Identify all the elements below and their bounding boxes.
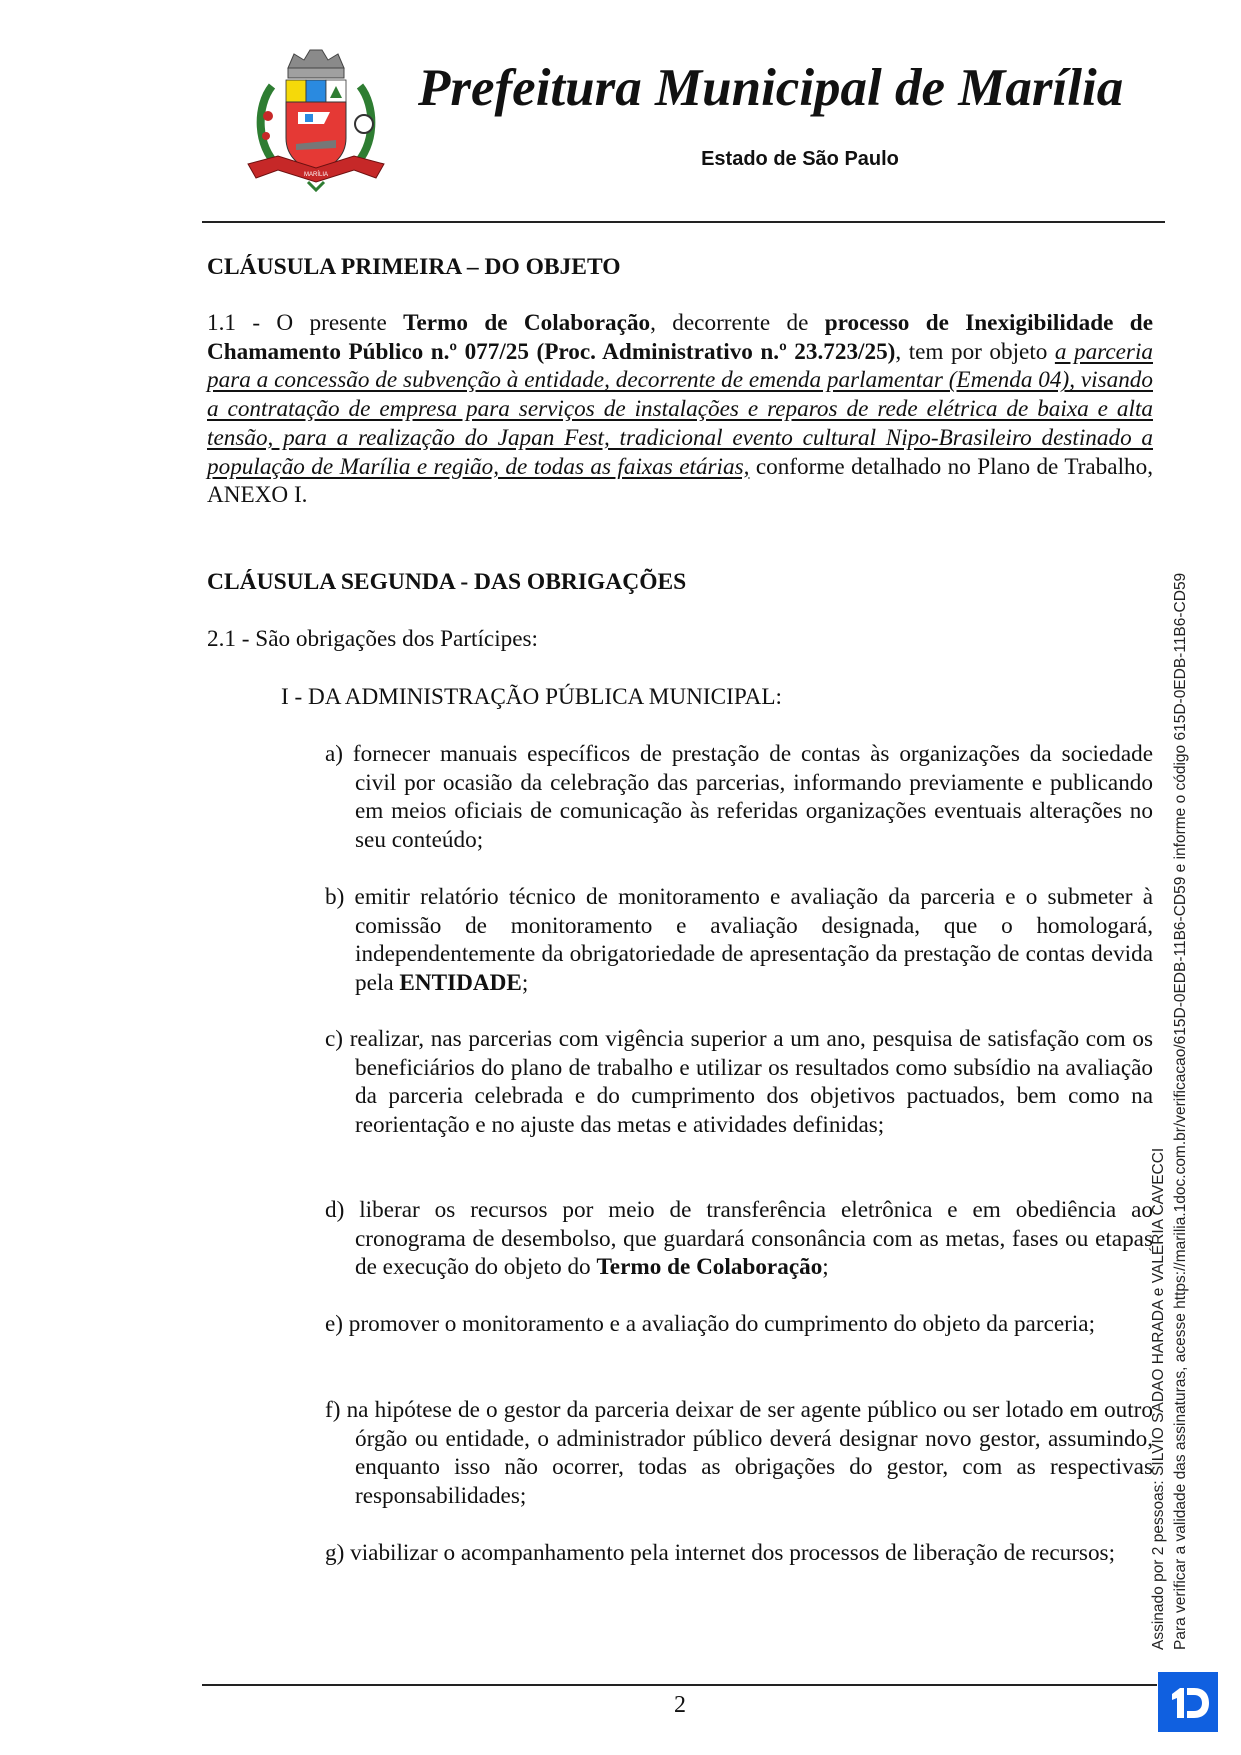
signature-verification: Para verificar a validade das assinaturas, acesse https://marilia.1doc.com.br/verificacao/615D-0EDB-11B6-CD59 e informe o código 615D-0EDB-11B6-CD59 (1172, 572, 1189, 1650)
clause1-text2: , tem por objeto (895, 338, 1055, 365)
clause1-prefix: 1.1 - O presente (207, 310, 404, 336)
obligation-item-d (325, 1196, 1153, 1282)
obligation-item-a: a) fornecer manuais específicos de prestação de contas às organizações da sociedade civil por ocasião da celebração das parcerias, informando previamente e publicando em meios oficiais de comunicação às referidas organizações eventuais alterações no seu conteúdo; (325, 741, 1153, 854)
page-title: Prefeitura Municipal de Marília (418, 59, 1124, 117)
page-number: 2 (674, 1692, 686, 1718)
clause1-object-underlined: a parceria para a concessão de subvenção à entidade, decorrente de emenda parlamentar (Emenda 04), visando a contratação de empresa para serviços de instalações e reparos de rede elétrica de baixa e alta tensão, para a realização do Japan Fest, tradicional evento cultural Nipo-Brasileiro destinado a população de Marília e região, de todas as faixas etárias, (207, 338, 1153, 480)
obligation-item-g: g) viabilizar o acompanhamento pela internet dos processos de liberação de recursos; (325, 1540, 1116, 1566)
obligation-item-c: c) realizar, nas parcerias com vigência superior a um ano, pesquisa de satisfação com os beneficiários do plano de trabalho e utilizar os resultados como subsídio na avaliação da parceria celebrada e do cumprimento dos objetivos pactuados, bem como na reorientação e no ajuste das metas e atividades definidas; (325, 1026, 1153, 1139)
obligation-item-f: f) na hipótese de o gestor da parceria deixar de ser agente público ou ser lotado em outro órgão ou entidade, o administrador público deverá designar novo gestor, assumindo, enquanto isso não ocorrer, todas as obrigações do gestor, com as respectivas responsabilidades; (325, 1397, 1153, 1510)
item-d-end: ; (822, 1254, 829, 1281)
clause2-heading: CLÁUSULA SEGUNDA - DAS OBRIGAÇÕES (207, 569, 687, 595)
item-d-bold: Termo de Colaboração (596, 1254, 823, 1281)
clause1-process-bold: processo de Inexigibilidade de Chamamento Público n.º 077/25 (Proc. Administrativo n.º 23.723/25) (207, 310, 1153, 365)
item-b-text: b) emitir relatório técnico de monitoramento e avaliação da parceria e o submeter à comissão de monitoramento e avaliação designada, que o homologará, independentemente da obrigatoriedade de apresentação da prestação de contas devida pela (325, 884, 1153, 997)
signature-signers: Assinado por 2 pessoas: SILVIO SADAO HARADA e VALÉRIA CAVECCI (1150, 1147, 1167, 1650)
clause2-intro: 2.1 - São obrigações dos Partícipes: (207, 626, 538, 652)
item-b-bold: ENTIDADE (399, 970, 522, 997)
1doc-logo-icon (1158, 1672, 1218, 1732)
header-divider (202, 221, 1165, 223)
crest-motto: MARÍLIA (303, 172, 329, 178)
footer-divider (202, 1684, 1157, 1686)
clause2-subheading: I - DA ADMINISTRAÇÃO PÚBLICA MUNICIPAL: (281, 684, 782, 710)
clause1-term-bold: Termo de Colaboração (403, 310, 651, 336)
item-b-end: ; (521, 970, 529, 997)
obligation-item-e: e) promover o monitoramento e a avaliação do cumprimento do objeto da parceria; (325, 1311, 1096, 1337)
clause1-text3: conforme detalhado no Plano de Trabalho, ANEXO I. (207, 453, 1153, 509)
coat-of-arms-icon (238, 46, 394, 192)
page-subtitle: Estado de São Paulo (701, 148, 899, 170)
clause1-heading: CLÁUSULA PRIMEIRA – DO OBJETO (207, 254, 621, 280)
obligation-item-b (325, 883, 1153, 998)
clause1-paragraph (207, 309, 1153, 510)
item-d-text: d) liberar os recursos por meio de transferência eletrônica e em obediência ao cronograma de desembolso, que guardará consonância com as metas, fases ou etapas de execução do objeto do (325, 1197, 1153, 1281)
clause1-text1: , decorrente de (650, 310, 825, 336)
